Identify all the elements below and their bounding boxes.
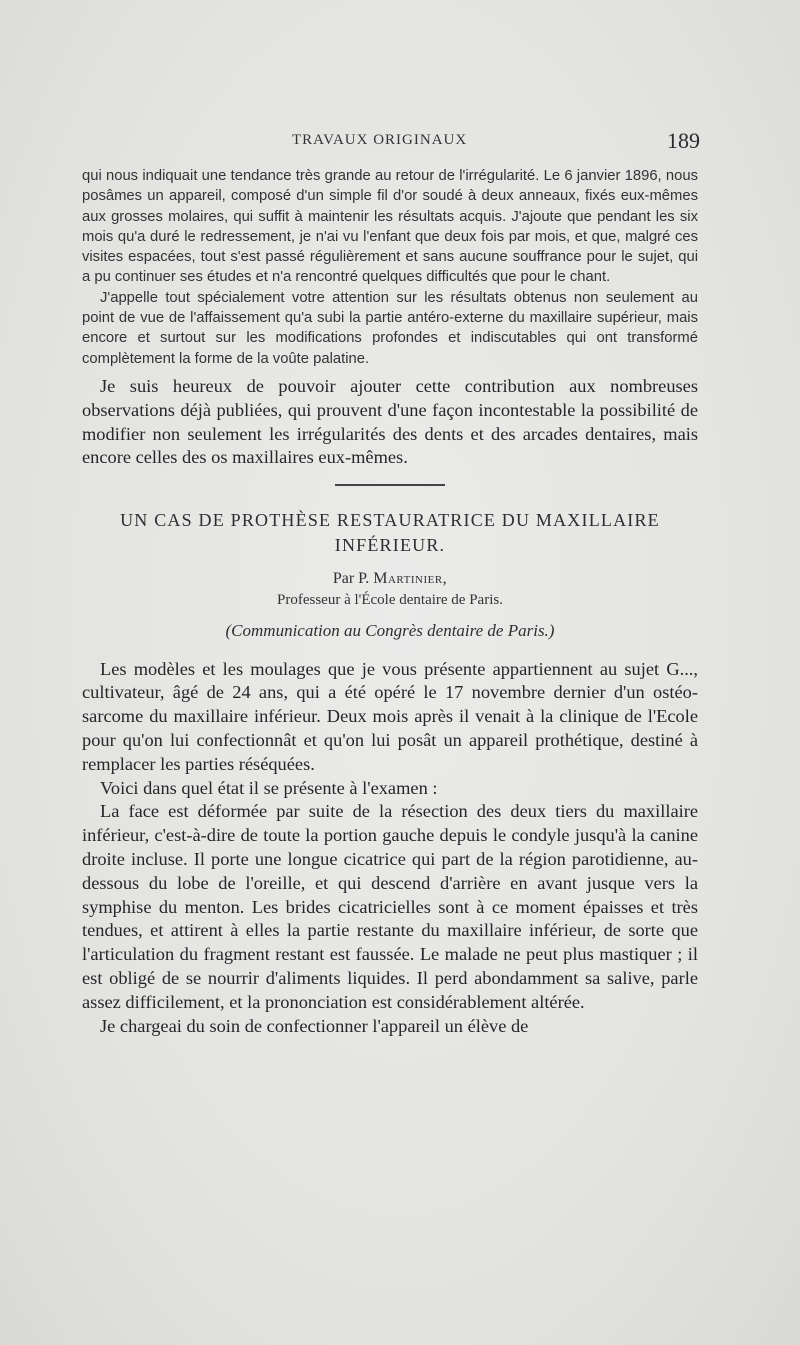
section-divider bbox=[335, 484, 445, 486]
paragraph: La face est déformée par suite de la résection des deux tiers du maxillaire inférieur, c'est-à-dire de toute la portion gauche depuis le condyle jusqu'à la canine droite incluse. Il porte une longue cicatrice qui part de la région parotidienne, au-dessous du lobe de l'oreille, et qui descend d'arrière en avant jusque vers la symphise du menton. Les brides cicatricielles sont à ce moment épaisses et très tendues, et attirent à elles la partie restante du maxillaire inférieur, de sorte que l'articulation du fragment restant est faussée. Le malade ne peut plus mastiquer ; il est obligé de se nourrir d'aliments liquides. Il perd abondamment sa salive, parle assez difficilement, et la prononciation est considérablement altérée. bbox=[82, 801, 698, 1012]
byline-prefix: Par P. bbox=[332, 569, 370, 587]
page-body bbox=[82, 166, 698, 1038]
paragraph: Je chargeai du soin de confectionner l'appareil un élève de bbox=[100, 1015, 529, 1036]
page-header bbox=[82, 128, 700, 162]
author-affiliation: Professeur à l'École dentaire de Paris. bbox=[277, 591, 503, 608]
paragraph: Voici dans quel état il se présente à l'examen : bbox=[100, 777, 438, 798]
author-byline bbox=[82, 568, 698, 590]
article-title-line: UN CAS DE PROTHÈSE RESTAURATRICE DU MAXILLAIRE bbox=[120, 509, 660, 530]
paragraph: Les modèles et les moulages que je vous présente appartiennent au sujet G..., cultivateur, âgé de 24 ans, qui a été opéré le 17 novembre dernier d'un ostéo-sarcome du maxillaire inférieur. Deux mois après il venait à la clinique de l'Ecole pour qu'on lui confectionnât et qu'on lui posât un appareil prothétique, destiné à remplacer les parties réséquées. bbox=[82, 658, 698, 774]
paragraph: qui nous indiquait une tendance très grande au retour de l'irrégularité. Le 6 janvier 1896, nous posâmes un appareil, composé d'un simple fil d'or soudé à deux anneaux, fixés eux-mêmes aux grosses molaires, qui suffit à maintenir les résultats acquis. J'ajoute que pendant les six mois qu'a duré le redressement, je n'ai vu l'enfant que deux fois par mois, et que, malgré ces visites espacées, tout s'est passé régulièrement et sans aucune souffrance pour le sujet, qui a pu continuer ses études et n'a rencontré quelques difficultés que pour le chant. bbox=[82, 168, 698, 286]
communication-note: (Communication au Congrès dentaire de Paris.) bbox=[225, 620, 555, 640]
author-name: Martinier, bbox=[373, 569, 448, 587]
paragraph: Je suis heureux de pouvoir ajouter cette contribution aux nombreuses observations déjà publiées, qui prouvent d'une façon incontestable la possibilité de modifier non seulement les irrégularités des dents et des arcades dentaires, mais encore celles des os maxillaires eux-mêmes. bbox=[82, 375, 698, 468]
running-head: TRAVAUX ORIGINAUX bbox=[292, 132, 468, 148]
page-number: 189 bbox=[667, 128, 700, 153]
paragraph: J'appelle tout spécialement votre attention sur les résultats obtenus non seulement au point de vue de l'affaissement qu'a subi la partie antéro-externe du maxillaire supérieur, mais encore et surtout sur les modifications profondes et indiscutables qui ont transformé complètement la forme de la voûte palatine. bbox=[82, 289, 698, 367]
article-title bbox=[82, 508, 698, 558]
article-title-line: INFÉRIEUR. bbox=[334, 534, 446, 555]
